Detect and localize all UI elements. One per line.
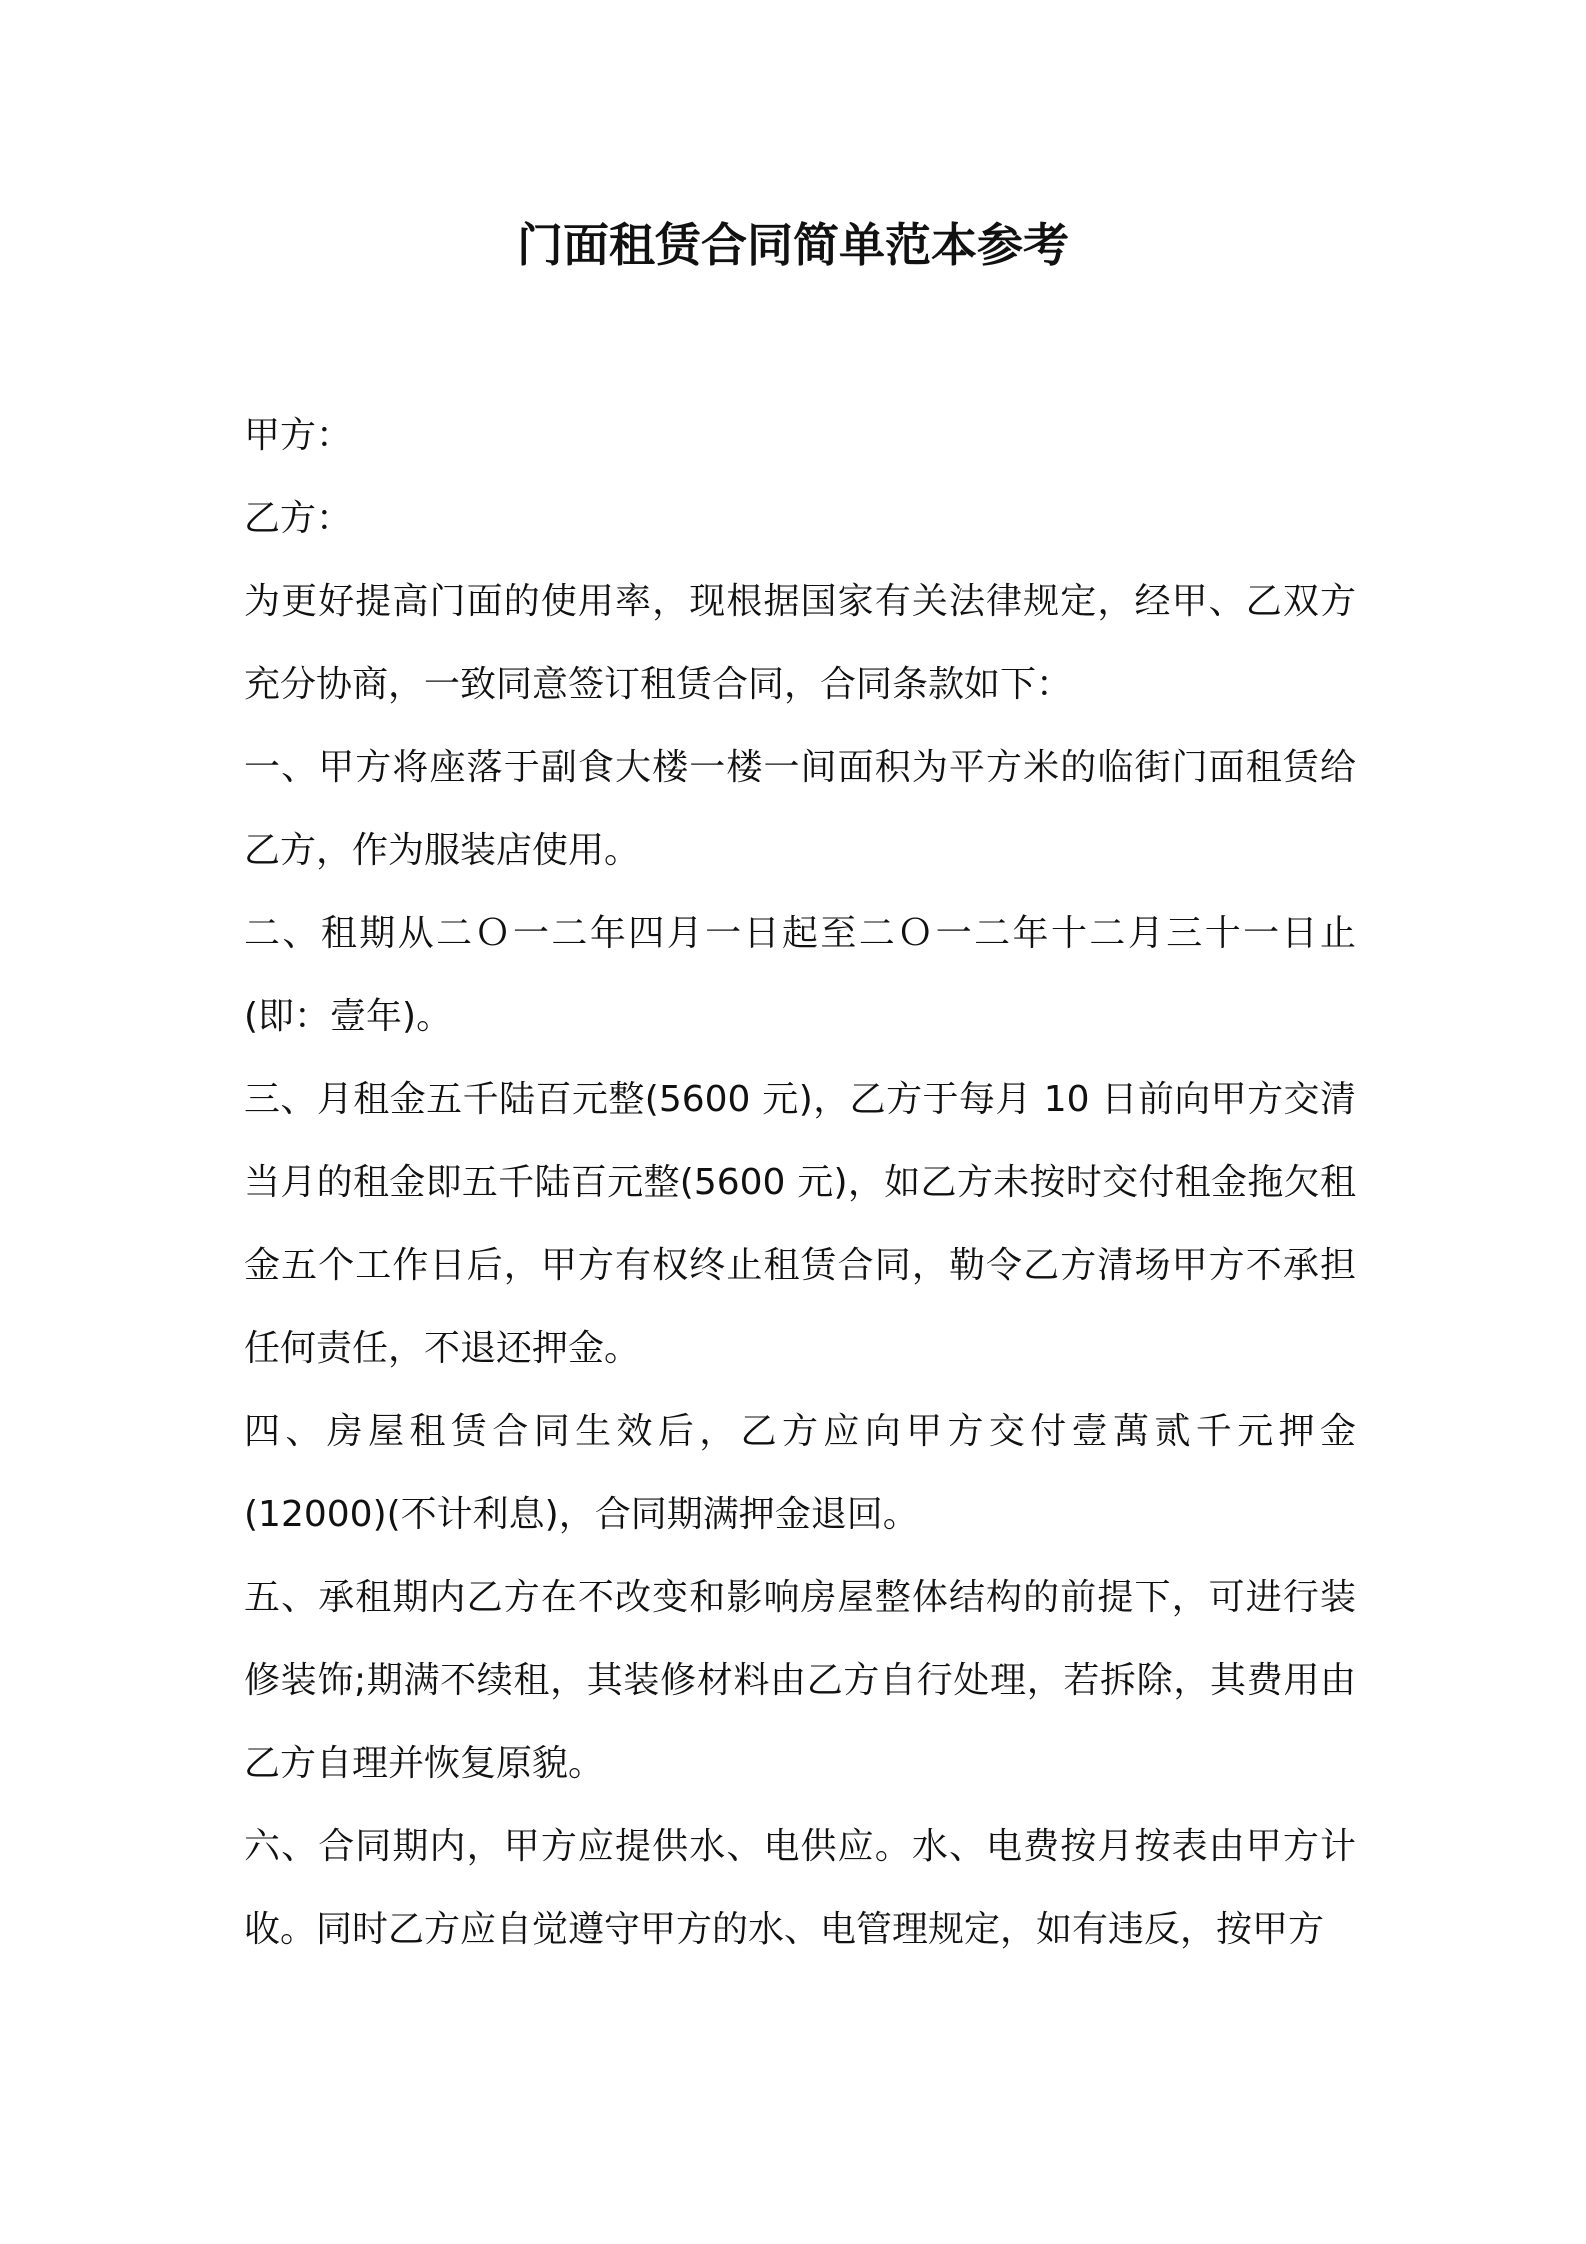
clause-3: 三、月租金五千陆百元整(5600 元)，乙方于每月 10 日前向甲方交清当月的租金即五千陆百元整(5600 元)，如乙方未按时交付租金拖欠租金五个工作日后，甲方有权终止租赁合同，勒令乙方清场甲方不承担任何责任，不退还押金。 [244,1079,1356,1369]
document-title: 门面租赁合同简单范本参考 [517,218,1069,272]
clause-1: 一、甲方将座落于副食大楼一楼一间面积为平方米的临街门面租赁给乙方，作为服装店使用。 [244,747,1356,871]
clause-6: 六、合同期内，甲方应提供水、电供应。水、电费按月按表由甲方计收。同时乙方应自觉遵守甲方的水、电管理规定，如有违反，按甲方 [244,1826,1356,1950]
party-b-line: 乙方： [244,498,353,539]
clause-5: 五、承租期内乙方在不改变和影响房屋整体结构的前提下，可进行装修装饰;期满不续租，其装修材料由乙方自行处理，若拆除，其费用由乙方自理并恢复原貌。 [244,1577,1356,1784]
clause-4: 四、房屋租赁合同生效后，乙方应向甲方交付壹萬贰千元押金(12000)(不计利息)，合同期满押金退回。 [244,1411,1356,1535]
document-body [244,394,1356,1971]
preamble-paragraph: 为更好提高门面的使用率，现根据国家有关法律规定，经甲、乙双方充分协商，一致同意签订租赁合同，合同条款如下： [244,581,1356,705]
party-a-line: 甲方： [244,415,353,456]
clause-2: 二、租期从二Ｏ一二年四月一日起至二Ｏ一二年十二月三十一日止(即：壹年)。 [244,913,1356,1037]
